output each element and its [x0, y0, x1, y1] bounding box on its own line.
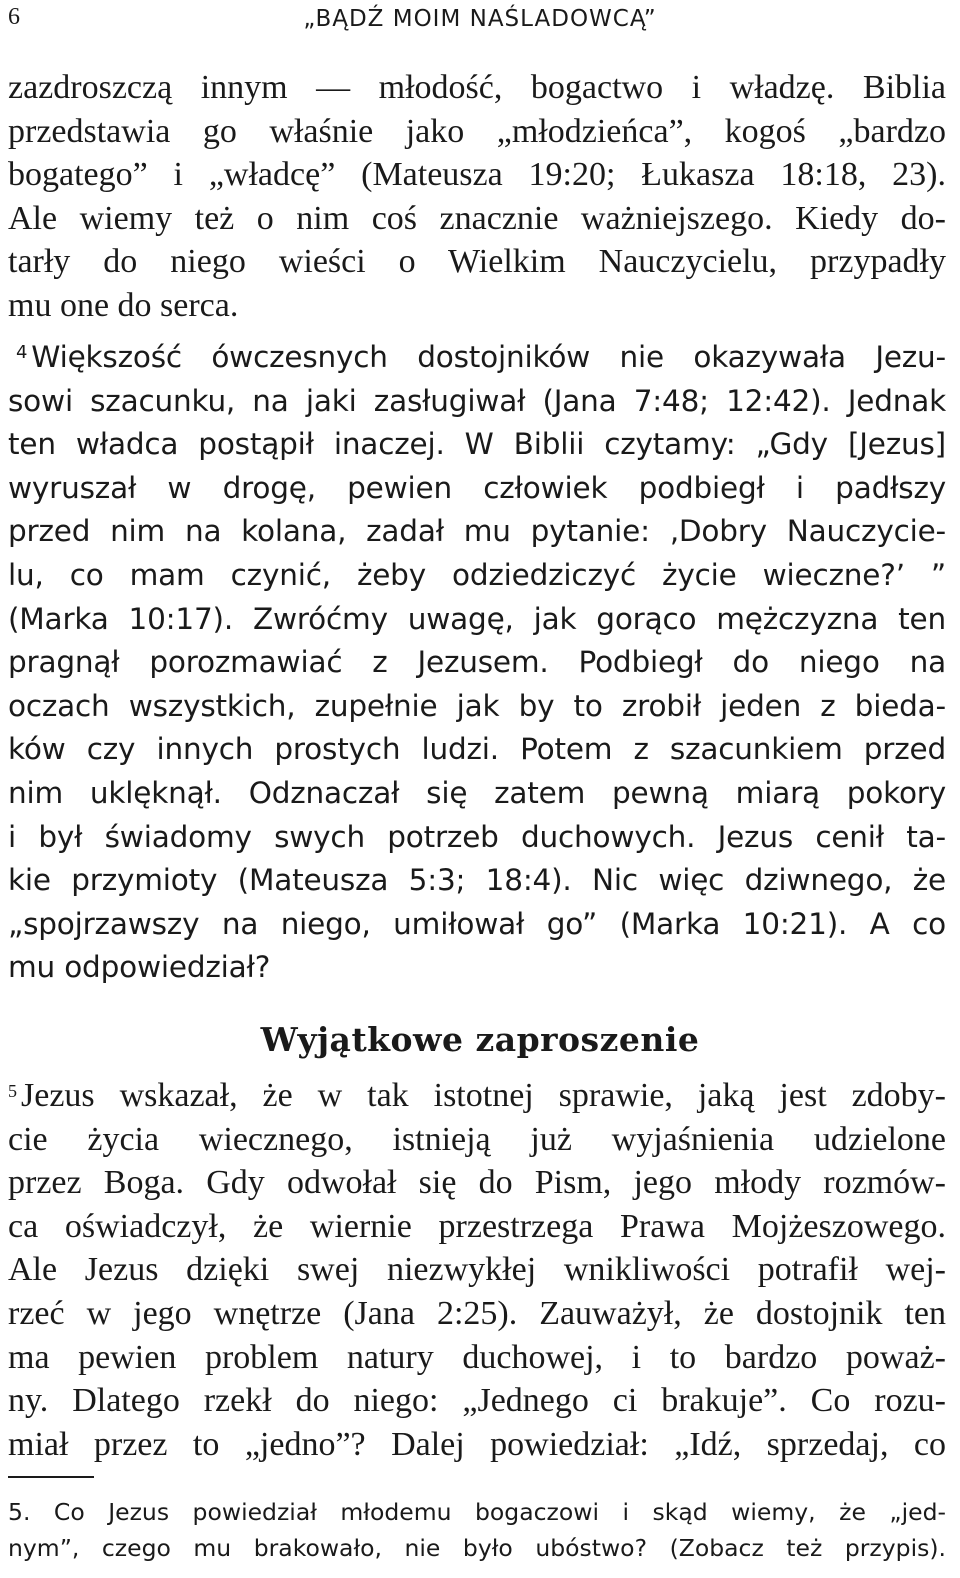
text-line: przedstawia go właśnie jako „młodzieńca”, kogoś „bardzo [8, 112, 946, 150]
text-line: sowi szacunku, na jaki zasługiwał (Jana 7:48; 12:42). Jednak [8, 383, 946, 418]
footnote-line: 5. Co Jezus powiedział młodemu bogaczowi i skąd wiemy, że „jed- [8, 1498, 946, 1526]
text-line: ny. Dlatego rzekł do niego: „Jednego ci brakuje”. Co rozu- [8, 1382, 946, 1420]
paragraph-5 [8, 1074, 946, 1466]
page-header [8, 4, 952, 38]
text-line: rzeć w jego wnętrze (Jana 2:25). Zauważył, że dostojnik ten [8, 1294, 946, 1332]
text-line: cie życia wiecznego, istnieją już wyjaśnienia udzielone [8, 1120, 946, 1158]
text-line: i był świadomy swych potrzeb duchowych. Jezus cenił ta- [8, 819, 946, 854]
text-line: tarły do niego wieści o Wielkim Nauczycielu, przypadły [8, 243, 946, 281]
running-title: „BĄDŹ MOIM NAŚLADOWCĄ” [303, 6, 657, 32]
text-line: zazdroszczą innym — młodość, bogactwo i władzę. Biblia [8, 69, 946, 106]
text-line: bogatego” i „władcę” (Mateusza 19:20; Łukasza 18:18, 23). [8, 156, 946, 194]
section-heading: Wyjątkowe zaproszenie [260, 1020, 700, 1059]
text-line: ca oświadczył, że wiernie przestrzega Prawa Mojżeszowego. [8, 1207, 946, 1245]
text-line: oczach wszystkich, zupełnie jak by to zrobił jeden z bieda- [8, 688, 946, 723]
paragraph-continuation [8, 66, 946, 328]
text-line: przed nim na kolana, zadał mu pytanie: ‚Dobry Nauczycie- [8, 514, 946, 549]
footnote [8, 1494, 946, 1566]
text-line: lu, co mam czynić, żeby odziedziczyć życie wieczne?’ ” [8, 557, 946, 592]
text-line: miał przez to „jedno”? Dalej powiedział: „Idź, sprzedaj, co [8, 1425, 946, 1463]
text-line: Ale Jezus dzięki swej niezwykłej wnikliwości potrafił wej- [8, 1251, 946, 1289]
paragraph-4 [8, 336, 946, 990]
page-number: 6 [8, 4, 20, 30]
text-line: mu odpowiedział? [8, 950, 271, 985]
paragraph-number: 4 [16, 342, 28, 363]
text-line [8, 1074, 946, 1118]
text-line: pragnął porozmawiać z Jezusem. Podbiegł do niego na [8, 645, 946, 680]
footnote-line: nym”, czego mu brakowało, nie było ubóstwo? (Zobacz też przypis). [8, 1534, 946, 1562]
text-line: mu one do serca. [8, 286, 239, 324]
paragraph-number: 5 [8, 1081, 17, 1101]
text-line: „spojrzawszy na niego, umiłował go” (Marka 10:21). A co [8, 906, 946, 941]
text-line: (Marka 10:17). Zwróćmy uwagę, jak gorąco mężczyzna ten [8, 601, 946, 636]
footnote-divider [8, 1476, 94, 1478]
text-line: Ale wiemy też o nim coś znacznie ważniejszego. Kiedy do- [8, 199, 946, 237]
text-line: wyruszał w drogę, pewien człowiek podbiegł i padłszy [8, 470, 946, 505]
text-line [8, 336, 946, 380]
text-line-content: Większość ówczesnych dostojników nie okazywała Jezu- [31, 340, 946, 374]
text-line: ten władca postąpił inaczej. W Biblii czytamy: „Gdy [Jezus] [8, 427, 946, 462]
text-line: kie przymioty (Mateusza 5:3; 18:4). Nic więc dziwnego, że [8, 863, 946, 898]
text-line: przez Boga. Gdy odwołał się do Pism, jego młody rozmów- [8, 1164, 946, 1202]
text-line: nim uklęknął. Odznaczał się zatem pewną miarą pokory [8, 775, 946, 810]
text-line: ma pewien problem natury duchowej, i to bardzo poważ- [8, 1338, 946, 1376]
text-line-content: Jezus wskazał, że w tak istotnej sprawie, jaką jest zdoby- [21, 1077, 946, 1114]
text-line: ków czy innych prostych ludzi. Potem z szacunkiem przed [8, 732, 946, 767]
